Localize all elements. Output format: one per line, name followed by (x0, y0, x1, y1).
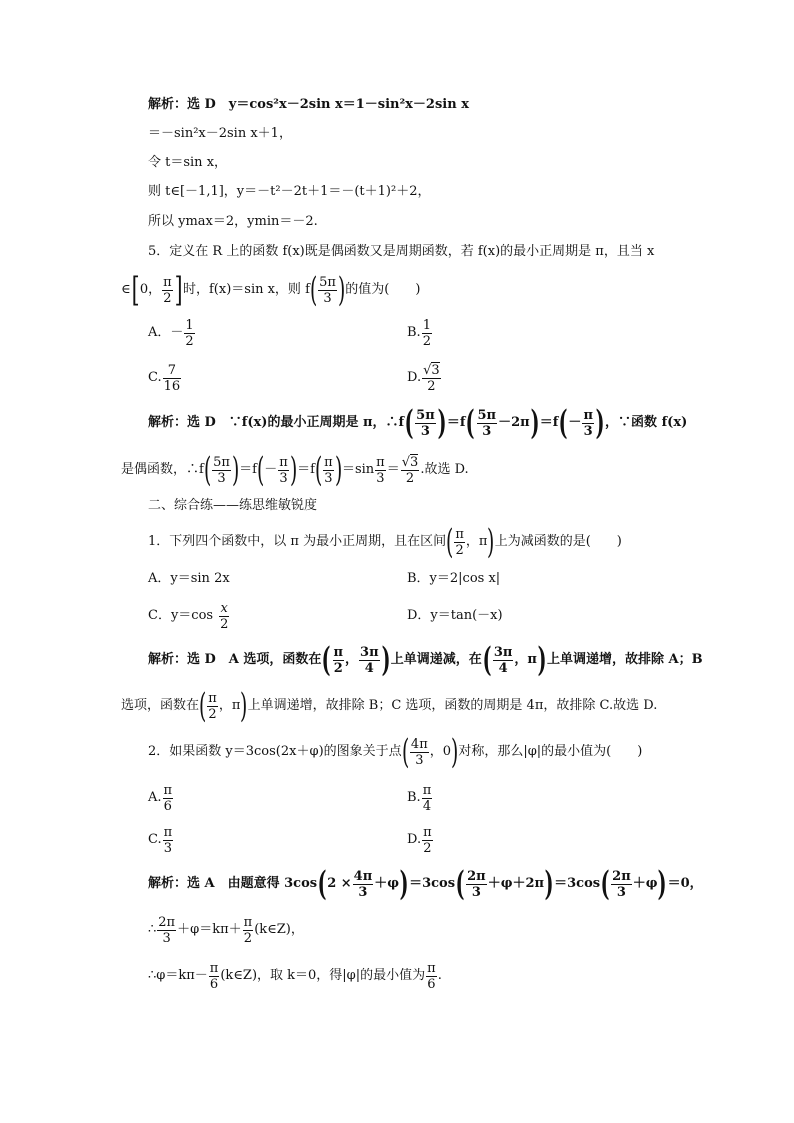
fraction-3pi-4: 3π 4 (360, 644, 379, 676)
fraction-5pi-3: 5π 3 (319, 274, 336, 306)
fraction-7-16: 7 16 (163, 362, 181, 394)
q1-option-c: C．y＝cos x 2 (148, 600, 229, 632)
fraction-pi-3: π 3 (279, 454, 288, 486)
solution-2-line3: ∴φ＝kπ－ π 6 (k∈Z)，取 k＝0，得|φ|的最小值为 π 6 . (148, 960, 442, 992)
fraction-5pi-3: 5π 3 (213, 454, 230, 486)
solution-4-line1: 解析：选 D y＝cos²x－2sin x＝1－sin²x－2sin x (148, 97, 469, 112)
question-5-line1: 5．定义在 R 上的函数 f(x)既是偶函数又是周期函数，若 f(x)的最小正周期是 π，且当 x (148, 244, 655, 259)
question-1: 1．下列四个函数中，以 π 为最小正周期，且在区间 ( π 2 ， π ) 上为减函数的是( ) (148, 522, 622, 562)
q5-option-a: A．－ 1 2 (148, 317, 194, 349)
fraction-pi-2: π 2 (423, 824, 432, 856)
fraction-pi-3: π 3 (376, 454, 385, 486)
fraction-pi-6: π 6 (209, 960, 219, 992)
fraction-pi-6: π 6 (163, 782, 173, 814)
q2-option-d: D. π 2 (407, 824, 432, 856)
solution-4-line4: 则 t∈[－1,1]，y＝－t²－2t＋1＝－(t＋1)²＋2， (148, 184, 431, 199)
solution-1-line1: 解析：选 D A 选项，函数在 ( π 2 ， 3π 4 ) 上单调递减，在 ( 3π 4 ， π ) 上单调递增，故排除 A；B (148, 640, 703, 680)
fraction-4pi-3: 4π 3 (410, 736, 428, 768)
q2-option-c: C. π 3 (148, 824, 173, 856)
solution-2-line2: ∴ 2π 3 ＋φ＝kπ＋ π 2 (k∈Z)， (148, 914, 304, 946)
fraction-x-2: x 2 (220, 600, 229, 632)
solution-1-line2: 选项，函数在 ( π 2 ， π ) 上单调递增，故排除 B；C 选项，函数的周期是 4π，故排除 C.故选 D. (121, 686, 658, 726)
rbracket: ] (174, 270, 183, 310)
fraction-pi-2: π 2 (163, 274, 172, 306)
solution-4-line2: ＝－sin²x－2sin x＋1， (148, 126, 292, 141)
fraction-pi-3: π 3 (324, 454, 333, 486)
q1-option-b: B．y＝2|cos x| (407, 571, 501, 586)
q2-option-a: A. π 6 (148, 782, 173, 814)
fraction-pi-3: π 3 (583, 407, 593, 439)
question-5-line2 (121, 270, 420, 310)
fraction-sqrt3-2: √3 2 (423, 362, 440, 394)
q2-option-b: B. π 4 (407, 782, 432, 814)
fraction-2pi-3: 2π 3 (612, 868, 631, 900)
fraction-pi-6: π 6 (427, 960, 436, 992)
q5-text: 时，f(x)＝sin x，则 f (182, 282, 310, 297)
solution-2-line1: 解析：选 A 由题意得 3cos ( 2 × $\frac{4\pi}{3}$ ＋φ ) ＝3cos ( 2π 3 ＋φ＋2π ) ＝3cos ( 2π 3 ＋φ ) ＝0， (148, 864, 703, 904)
q5-in: ∈ (121, 282, 131, 297)
fraction-sqrt3-2: √3 2 (401, 454, 419, 486)
q5-zero: 0， (139, 282, 162, 297)
fraction-pi-4: π 4 (422, 782, 432, 814)
solution-4-line3: 令 t＝sin x， (148, 155, 228, 170)
q5-end: 的值为( ) (345, 282, 421, 297)
q5-option-c: C. 7 16 (148, 362, 181, 394)
question-2: 2．如果函数 y＝3cos(2x＋φ)的图象关于点 ( 4π 3 ， 0 ) 对称，那么|φ|的最小值为( ) (148, 732, 643, 772)
fraction-1-2: 1 2 (422, 317, 431, 349)
section-heading-2: 二、综合练——练思维敏锐度 (148, 498, 318, 513)
fraction-pi-2: π 2 (455, 526, 464, 558)
solution-5-line1: 解析：选 D ∵f(x)的最小正周期是 π，∴f ( 5π 3 ) ＝f ( 5π 3 －2π ) ＝f ( － π 3 ) ，∵函数 f(x) (148, 403, 688, 443)
fraction-pi-2: π 2 (208, 690, 217, 722)
fraction-pi-2: π 2 (333, 644, 344, 676)
q1-option-d: D．y＝tan(－x) (407, 608, 503, 623)
solution-5-line2: 是偶函数，∴f ( 5π 3 ) ＝f ( － π 3 ) ＝f ( π 3 ) ＝sin π 3 ＝ √3 2 .故选 D. (121, 450, 469, 490)
q5-option-d: D. √3 2 (407, 362, 440, 394)
fraction-5pi-3: 5π 3 (416, 407, 435, 439)
q1-option-a: A．y＝sin 2x (148, 571, 230, 586)
rparen: ) (337, 270, 346, 310)
lparen: ( (309, 270, 318, 310)
fraction-1-2: 1 2 (185, 317, 194, 349)
fraction-3pi-4: 3π 4 (493, 644, 513, 676)
fraction-pi-3: π 3 (163, 824, 173, 856)
fraction-2pi-3: 2π 3 (467, 868, 486, 900)
solution-4-line5: 所以 ymax＝2，ymin＝－2. (148, 214, 318, 229)
fraction-4pi-3: $\frac{4\pi}{3}$ (353, 868, 373, 900)
lbracket: [ (131, 270, 140, 310)
fraction-pi-2: π 2 (243, 914, 253, 946)
q5-option-b: B. 1 2 (407, 317, 431, 349)
fraction-2pi-3: 2π 3 (158, 914, 176, 946)
fraction-5pi-3: 5π 3 (477, 407, 497, 439)
